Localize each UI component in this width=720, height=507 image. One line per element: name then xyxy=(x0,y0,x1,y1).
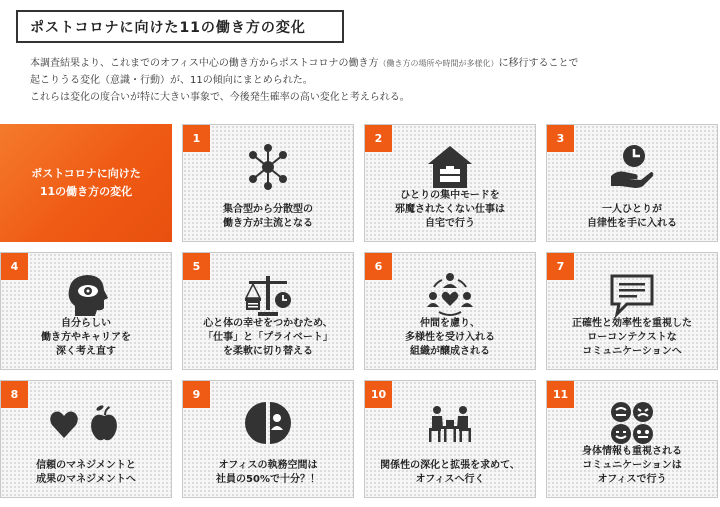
change-tile-7 xyxy=(546,252,718,370)
tile-number: 9 xyxy=(183,381,210,408)
tile-number: 5 xyxy=(183,253,210,280)
tile-number: 7 xyxy=(547,253,574,280)
tile-label: ひとりの集中モードを 邪魔されたくない仕事は 自宅で行う xyxy=(395,190,505,229)
change-tile-11 xyxy=(546,380,718,498)
tile-number: 1 xyxy=(183,125,210,152)
tile-label: 心と体の幸せをつかむため、 「仕事」と「プライベート」 を柔軟に切り替える xyxy=(203,318,333,357)
tile-label: 自分らしい 働き方やキャリアを 深く考え直す xyxy=(41,318,131,357)
intro-line-2: 起こりうる変化（意識・行動）が、11の傾向にまとめられた。 xyxy=(30,75,313,86)
emotion-faces-icon xyxy=(607,398,657,448)
meeting-table-icon xyxy=(425,398,475,448)
tile-label: オフィスの執務空間は 社員の50%で十分？！ xyxy=(216,460,320,485)
tile-number: 2 xyxy=(365,125,392,152)
intro-line-3: これらは変化の度合いが特に大きい事象で、今後発生確率の高い変化と考えられる。 xyxy=(30,92,410,103)
change-tile-4 xyxy=(0,252,172,370)
tile-label: 一人ひとりが 自律性を手に入れる xyxy=(587,204,677,229)
tile-label: 仲間を慮り、 多様性を受け入れる 組織が醸成される xyxy=(405,318,495,357)
tile-label: 信頼のマネジメントと 成果のマネジメントへ xyxy=(36,460,136,485)
change-tile-6 xyxy=(364,252,536,370)
change-tile-1 xyxy=(182,124,354,242)
tile-number: 4 xyxy=(1,253,28,280)
chat-bubble-icon xyxy=(607,270,657,320)
change-tile-2 xyxy=(364,124,536,242)
tile-label: 身体情報も重視される コミュニケーションは オフィスで行う xyxy=(582,446,682,485)
change-tile-8 xyxy=(0,380,172,498)
tile-number: 11 xyxy=(547,381,574,408)
community-heart-icon xyxy=(425,270,475,320)
page-title: ポストコロナに向けた11の働き方の変化 xyxy=(16,10,344,43)
tile-number: 6 xyxy=(365,253,392,280)
change-tile-3 xyxy=(546,124,718,242)
balance-scale-icon xyxy=(243,270,293,320)
home-briefcase-icon xyxy=(425,142,475,192)
intro-text xyxy=(30,55,710,106)
tile-number: 3 xyxy=(547,125,574,152)
tile-number: 10 xyxy=(365,381,392,408)
tile-label: 関係性の深化と拡張を求めて、 オフィスへ行く xyxy=(380,460,520,485)
tile-label: 正確性と効率性を重視した ローコンテクストな コミュニケーションへ xyxy=(572,318,692,357)
hand-clock-icon xyxy=(607,142,657,192)
tile-label: 集合型から分散型の 働き方が主流となる xyxy=(223,204,313,229)
heart-apple-icon xyxy=(48,398,124,448)
change-tile-9 xyxy=(182,380,354,498)
summary-tile: ポストコロナに向けた 11の働き方の変化 xyxy=(0,124,172,242)
tile-number: 8 xyxy=(1,381,28,408)
split-circle-person-icon xyxy=(243,398,293,448)
head-eye-icon xyxy=(61,270,111,320)
change-tile-5 xyxy=(182,252,354,370)
network-people-icon xyxy=(243,142,293,192)
intro-line-1: 本調査結果より、これまでのオフィス中心の働き方からポストコロナの働き方（働き方の場所や時間が多様化）に移行することで xyxy=(30,58,579,69)
change-tile-10 xyxy=(364,380,536,498)
